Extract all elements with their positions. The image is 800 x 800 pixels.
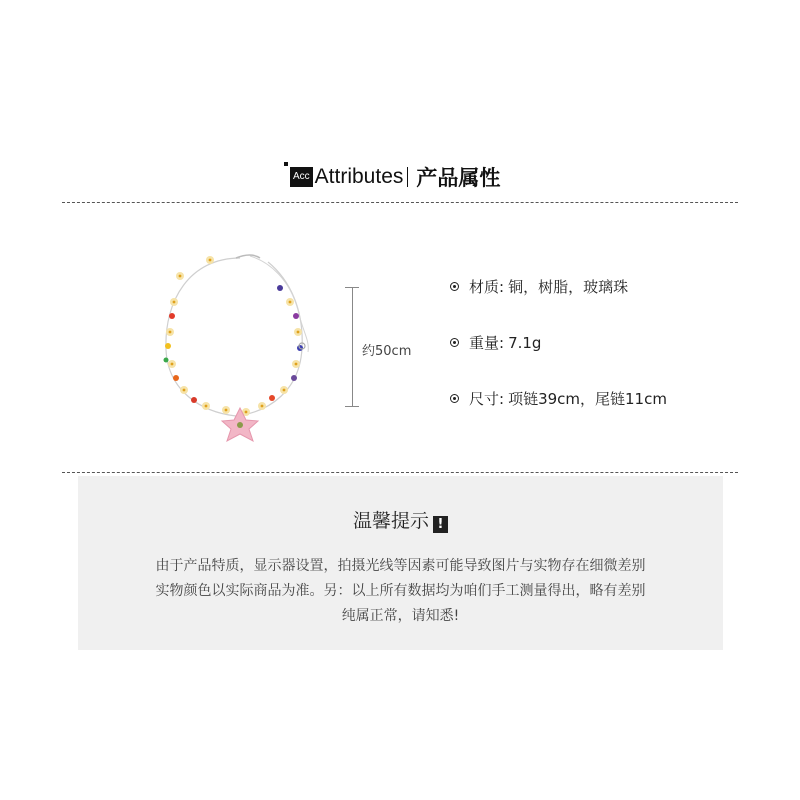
bullet-icon: [450, 282, 459, 291]
necklace-image: [150, 240, 330, 450]
notice-line: 由于产品特质，显示器设置，拍摄光线等因素可能导致图片与实物存在细微差别: [155, 558, 646, 574]
notice-title: [78, 506, 723, 533]
attribute-label: 重量:: [469, 334, 505, 352]
notice-title-text: 温馨提示: [352, 510, 429, 532]
length-label: 约50cm: [362, 344, 412, 359]
notice-body: [78, 554, 723, 629]
header-title-cn: 产品属性: [416, 166, 501, 190]
top-divider: [62, 202, 738, 203]
notice-line: 实物颜色以实际商品为准。另：以上所有数据均为咱们手工测量得出，略有差别: [155, 583, 646, 599]
attribute-weight: [450, 332, 541, 353]
length-measure: [345, 287, 359, 407]
bullet-icon: [450, 394, 459, 403]
header-badge: Acc: [290, 167, 313, 187]
attribute-size: [450, 388, 667, 409]
attribute-label: 尺寸:: [469, 390, 505, 408]
header-title-en: Attributes: [314, 165, 404, 188]
bullet-icon: [450, 338, 459, 347]
attribute-value: 铜，树脂，玻璃珠: [508, 278, 629, 296]
colored-beads: [164, 285, 304, 403]
notice-box: [78, 476, 723, 650]
section-header: [284, 162, 500, 192]
header-separator: [407, 167, 408, 187]
bottom-divider: [62, 472, 738, 473]
attribute-material: [450, 276, 628, 297]
daisy-beads: [166, 256, 302, 416]
attribute-label: 材质:: [469, 278, 505, 296]
header-square-icon: [284, 162, 288, 166]
notice-line: 纯属正常，请知悉!: [341, 608, 460, 624]
attribute-value: 7.1g: [508, 333, 542, 352]
exclamation-icon: !: [433, 516, 448, 533]
attribute-value: 项链39cm，尾链11cm: [508, 390, 667, 408]
